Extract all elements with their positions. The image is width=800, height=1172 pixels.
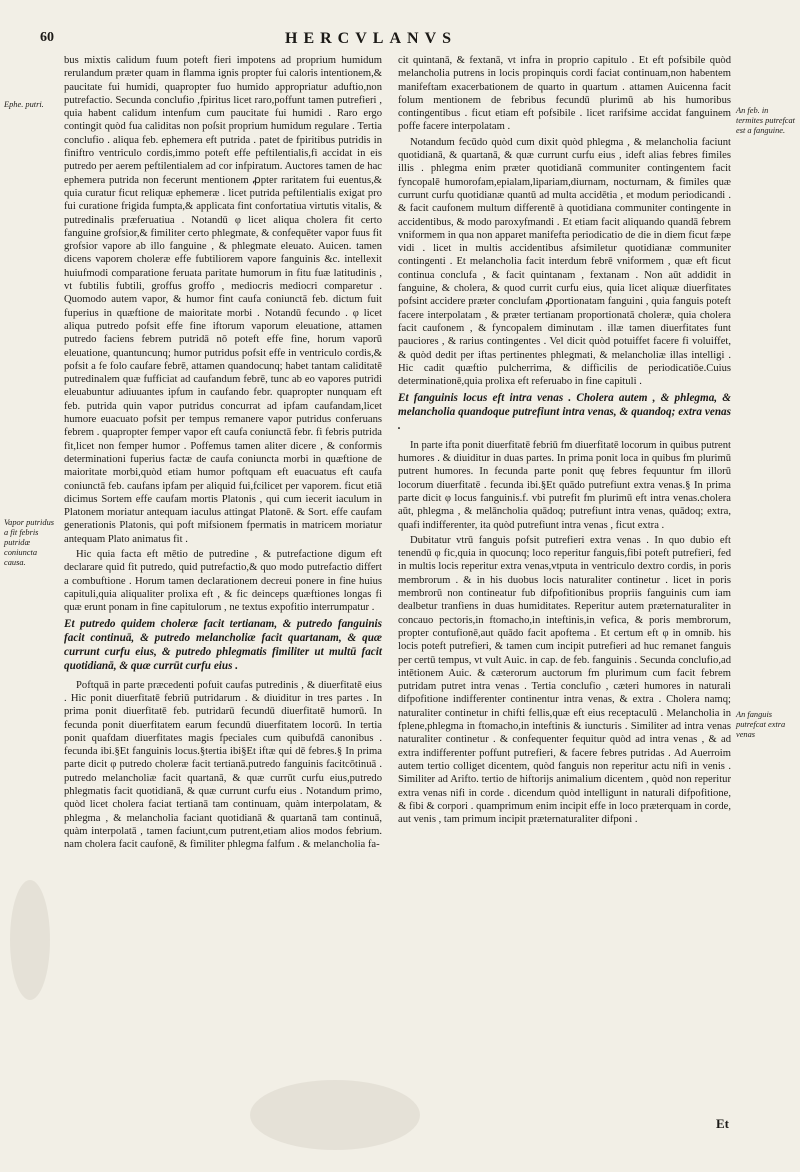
paragraph: Notandum fecūdo quòd cum dixit quòd phlegma , & melancholia faciunt quotidianā, & quartanā, & quæ currunt curfu eius , ideft alias febres fimiles illis . phlegma enim præter quotidianā communiter contingentem facit fyncopalē humorofam,epialam,lipariam,diurnam, nocturnam, & fimiles quæ currunt curfu quotidianæ quantū ad multa accidētia , et modum periodicandi . & facit caufonem multum differentē à quotidiana communiter contingente in accidentibus, & modo paroxyfmandi . Et etiam facit aliquando quandā febrem vniformem in qua non apparet manifefta periodicatio de die in diem ficut fæpe vidi . licet in multis accidentibus afsimiletur quotidianæ communiter contingenti . Et melancholia facit interdum febrē vniformem , quæ eft ficut continua conclufa , & facit quintanam , fextanam . Non aūt addidit in fanguine, & cholera, & quod currit curfu eius, quia licet aliquæ diuerfitates pofsint accidere præter conclufam ꝓportionatam fanguini , quia fanguis poteft facere interpolatam , & præter tertianam proportionatā choleræ, quia cholera facit caufonem , & fyncopalem diminutam . illæ tamen diuerfitates funt pauciores , & rarius contingentes . Vel dicit quòd potuiffet facere fi voluiffet, & quòd dedit per iftas pertinentes phlegmati, & melancholiæ illas intelligi . Hic cadit quæftio pulcherrima, & difficilis de periodicatiōe.Cuius determinationē,quia prolixa eft referuabo in fine capituli .	[398, 136, 731, 388]
rubric-text: Et fanguinis locus eft intra venas . Cholera autem , & phlegma, & melancholia quandoque putrefiunt intra venas, & quandoq; extra venas .	[398, 392, 731, 433]
paragraph: Dubitatur vtrū fanguis pofsit putrefieri extra venas . In quo dubio eft tenendū φ fic,quia in quocunq; loco reperitur fanguis,fibi poteft putrefieri, fed in multis locis reperitur extra venas,vtputa in ventriculo dextro cordis, in poris membrorum . & in his duobus locis naturaliter continetur . licet in poris membrorū non contineatur fub difpofitionibus propriis fanguinis cum iam dealbetur tranfiens in duas humiditates. Reperitur autem præternaturaliter in concauo pectoris,in ftomacho,in inteftinis,in vefica, & poris membrorum, propter contufionē,aut quādo facit apoftema . Et certum eft φ in omnib. his locis poteft putrefieri, & tamen cum incipit putrefieri ad huc remanet fanguis per certū tempus, vt vult Auic. in cap. de feb. fanguinis . Secunda conclufio,ad intētionem Auic. & cæterorum auctorum fm plurimum cum facit febrem putridam putret intra venas . Tertia conclufio , cæteri humores in naturali difpofitione indifferenter continentur intra venas, & extra . Cholera namq; naturaliter continetur in chifti fellis,quæ eft eius receptaculū . Melancholia in fplene,phlegma in ftomacho,in inteftinis & iuncturis . Similiter ad intra venas naturaliter continetur . & confequenter fequitur quòd ad intra venas , & ad extra indifferenter poffunt putrefieri, & facere febres putridas . Ad Auerroim autem tertio colliget dicentem, quòd fanguis non reperitur actu nifi in venis . Similiter ad Arifto. tertio de hiftorijs animalium dicentem , quòd non reperitur extra venas nifi in corde . dicendum quòd intelligunt in naturali difpofitione, & fibi & corpori . quamprimum enim incipit effe in loco præterquam in corde, aut venis , tam primum incipit præternaturaliter difponi .	[398, 534, 731, 826]
right-column	[398, 54, 731, 828]
catchword: Et	[716, 1116, 729, 1131]
paragraph: Hic quia facta eft mētio de putredine , & putrefactione digum eft declarare quid fit putredo, quid putrefactio,& quo modo putrefactio differt a combuftione . Horum tamen declarationem decreui ponere in fine huius capituli,quia aliqualiter prolixa eft , & fic deinceps quæftiones longas fi quæ erunt ponam in fine capitulorum , ne textus expofitio interrumpatur .	[64, 548, 382, 614]
paper-stain	[10, 880, 50, 1000]
paragraph: Poftquā in parte præcedenti pofuit caufas putredinis , & diuerfitatē eius . Hic ponit diuerfitatē febriū putridarum . & diuiditur in tres partes . In prima ponit diuerfitatē feb. putridarū fecundū diuerfitatē humorū. In fecunda ponit diuerfitatem earum fecundū diuerfitatem locorū. In tertia ponit quafdam diuerfitates magis fpeciales cum quibufdā canonibus . fecunda ibi.§Et fanguinis locus.§tertia ibi§Et iftæ qui dē febres.§ In prima parte dicit φ putredo choleræ facit tertianā.putredo fanguinis facitcōtinuā . putredo melancholiæ facit quartanā, & quæ currūt curfu eius,putredo phlegmatis facit quotidianā, & quæ currunt curfu eius . Notandum primo, quòd licet cholera faciat tertianā tam continuam, quàm interpolatam, & phlegma , & melancholia faciant quotidianā & quartanā tam continuā, quàm interpolatā , tamen faciunt,cum putrent,etiam alios modos febrium. nam cholera facit caufonē, & fimiliter phlegma falfum . & melancholia fa-	[64, 679, 382, 851]
margin-note: Vapor putridus a fit febris putridæ coniuncta causa.	[4, 518, 55, 567]
paragraph: In parte ifta ponit diuerfitatē febriū fm diuerfitatē locorum in quibus putrent humores . & diuiditur in duas partes. In prima ponit loca in quibus fm plurimū putrent humores. In fecunda parte ponit quę febres fequuntur fm illorū locorum diuerfitatē . fecunda ibi.§Et quādo putrefiunt extra venas.§ In prima parte dicit φ locus fanguinis.f. vbi putrefit fm plurimū eft intra venas.cholera aūt, phlegma , & melāncholia quādoq; putrefiunt intra venas, quādoq; extra, quafi indifferenter, ita quòd putrefiunt intra venas , ficut extra .	[398, 439, 731, 531]
left-column	[64, 54, 382, 854]
page-number: 60	[40, 30, 54, 45]
margin-note: An fanguis putrefcat extra venas	[736, 710, 786, 739]
running-head: HERCVLANVS	[285, 30, 458, 47]
rubric-text: Et putredo quidem choleræ facit tertianam, & putredo fanguinis facit continuā, & putredo melancholiæ facit quartanam, & quæ currunt curfu eius, & putredo phlegmatis fimiliter ut multū facit quotidianā, & quæ currūt curfu eius .	[64, 618, 382, 672]
paper-stain	[250, 1080, 420, 1150]
paragraph: cit quintanā, & fextanā, vt infra in proprio capitulo . Et eft pofsibile quòd melancholia putrens in locis propinquis cordi faciat continuam,non habentem manifeftam exacerbationem de quarto in quartum . attamen Auicenna facit folum mentionem de febribus fecundū plurimū ab his humoribus contingentibus . ficut etiam eft pofsibile . licet rarifsime accidat fanguinem poffe facere interpolatam .	[398, 55, 731, 133]
margin-note: An feb. in termites putrefcat est a fanguine.	[736, 106, 796, 135]
margin-note: Ephe. putri.	[4, 100, 44, 109]
paragraph: bus mixtis calidum fuum poteft fieri impotens ad proprium humidum rerulandum præter quam in flamma ignis propter fui caloris intentionem,& paucitate fui humidi, quapropter fuo humido appropriatur aduftio,non putrefactio. Secunda conclufio ,fpiritus licet raro,poffunt tamen putrefieri , quia habent calidum intenfum cum paucitate fui humidi . Raro ergo contingit quòd fua caliditas non poſsit proprium humidum regulare . Tertia conclufio . aliqua feb. ephemera eft putrida . patet de fpiritibus putridis in finiftro ventriculo cordis,immo poteft effe peftilentialis,fi accidat in eis putredo per aerem peftilentialem ad cor infpiratum. Auctores tamen de hac ephemera putrida non fecerunt mentionem ꝓpter raritatem fui euentus,& quia curatur ficut reliquæ ephemeræ . licet putrida peftilentialis exigat pro fui curatione frigida fumpta,& applicata fint confortatiua virtutis vitalis, & putredinalis præferuatiua . Notandū φ licet aliqua cholera fit certo fanguine grofsior,& fimiliter certo phlegmate, & confequēter vapor fuus fit grofsior vapore ab illo fanguine , & phlegmate eleuato. Auicen. tamen dicens vaporem choleræ effe fubtiliorem vapore fanguinis &c. intellexit huiufmodi comparatione feruata paritate humorum in fitu fuæ latitudinis , vt fubtilis fubtili, groffus groffo , mediocris mediocri comparetur . Quomodo autem vapor, & humor fint caufa coniunctā feb. dictum fuit fuperius in quæftione de maioritate morbi . Notandū fecundo . φ licet aliqua putredo pofsit effe fine iftorum vaporum eleuatione, attamen putredo faciens febrem putridā nō poteft effe fine, horum vaporū eleuatione, quantuncunq; humor putridus pofsit effe in ventriculo cordis,& pofsit a fe folo caufare febrē, attamen quandocunq; habet tantam caliditatē putredinalem quæ fufficiat ad caufandum febrē, tunc ab eo vapores putridi eleuabuntur adiuuantes ipfum in caufando febr. quapropter nunquam eft feb. putrida quin vapor putridus concurrat ad ipfam caufandam,licet humore euacuato pofsit per tempus remanere vapor putridus conferuans febrem . quapropter femper vapor eft caufa coniunctā febr. fi febris putrida fit,licet non femper humor . Poffemus tamen aliter dicere , & conformis determinationi fuperius factæ de caufa coniuncta morbi in quæftione de maioritate morbi,quòd etiam humor poftquam eft euacuatus eft caufa coniunctā feb. caufans ipfam per aliquid fui,fcilicet per vaporem. ficut etiā dicimus Sortem effe caufam mortis Platonis , qui cum iecerit iaculum in Platonem moriatur antequam iaculus attingat Platonē. & Sort. effe caufam generationis Platonis, qui poft mifsionem fpermatis in matricem moriatur antequam Plato animatus fit .	[64, 55, 382, 545]
